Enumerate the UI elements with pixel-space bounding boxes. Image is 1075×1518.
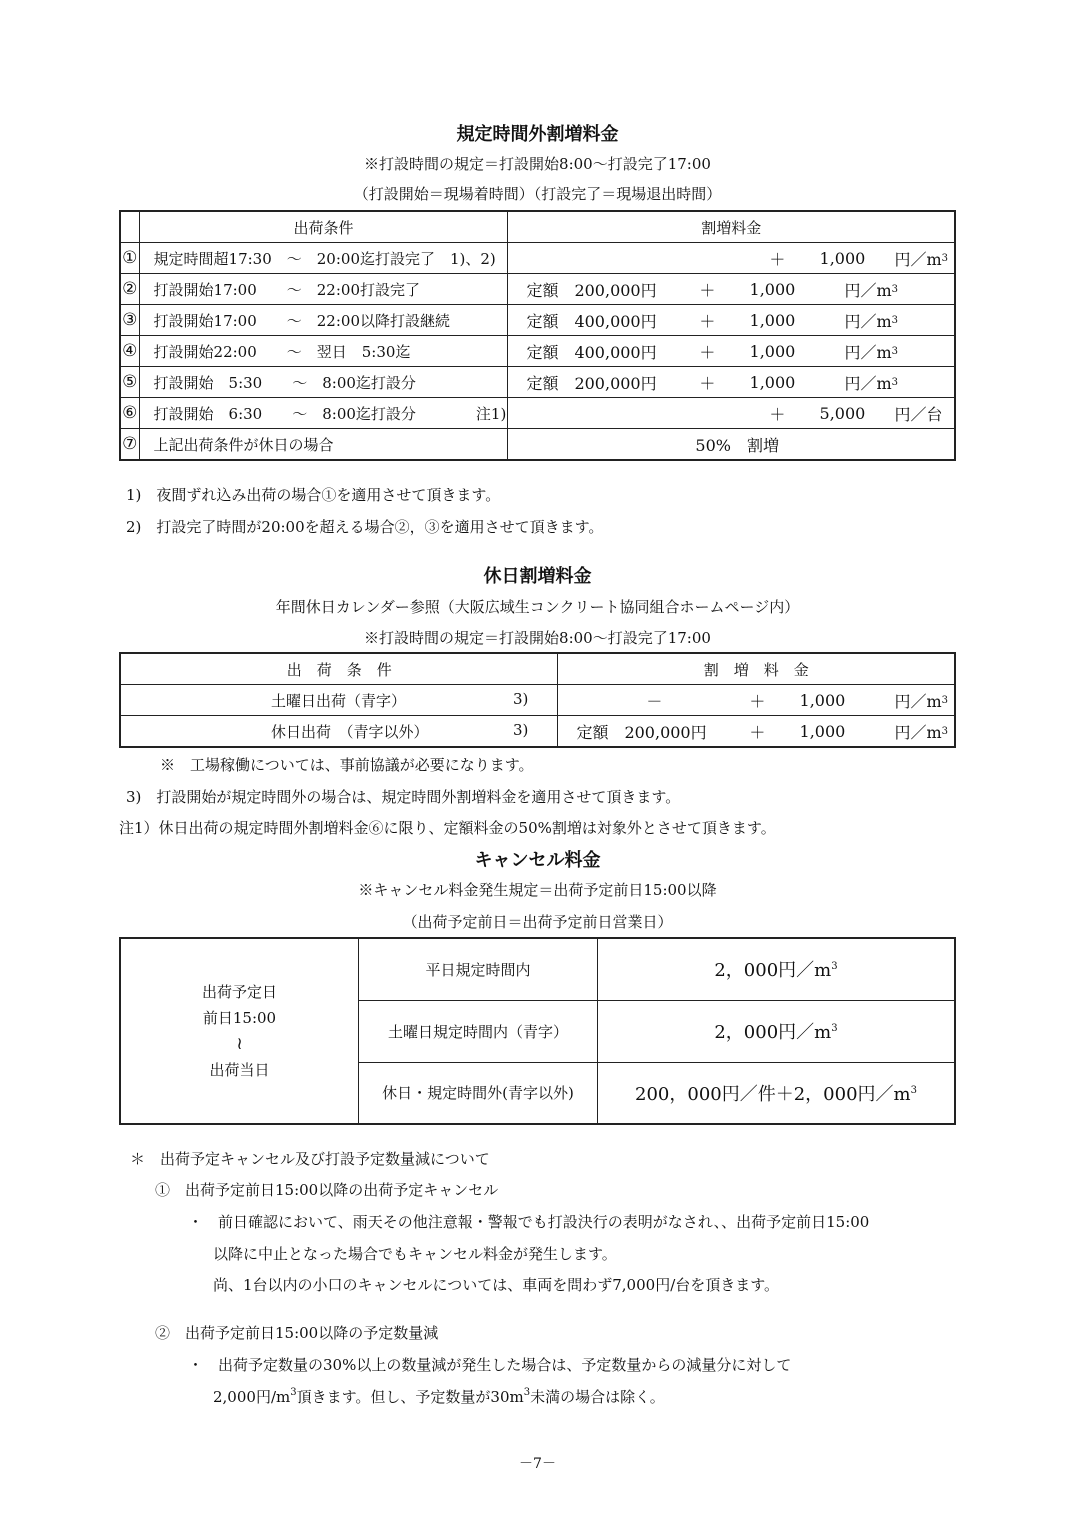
surcharge-amount: 1,000: [749, 372, 796, 392]
surcharge-line: [526, 433, 948, 456]
section2-subtitle: 年間休日カレンダー参照（大阪広域生コンクリート協同組合ホームページ内）: [275, 598, 800, 616]
item2-line2-part: 未満の場合は除く。: [530, 1388, 665, 1406]
condition-text: 休日出荷 （青字以外）: [271, 722, 429, 741]
header-surcharge: 割増料金: [508, 211, 955, 243]
row-surcharge: [508, 429, 955, 461]
item1-line3: 尚、1台以内の小口のキャンセルについては、車両を問わず7,000円/台を頂きます。: [213, 1276, 780, 1294]
unit-exponent: 3: [941, 725, 948, 737]
unit-exponent: 3: [891, 345, 898, 357]
surcharge-line: [526, 402, 948, 425]
surcharge-amount: 1,000: [799, 690, 846, 710]
surcharge-amount: 1,000: [819, 248, 866, 268]
section1-subtitle-2: （打設開始＝現場着時間）（打設完了＝現場退出時間）: [353, 185, 722, 203]
plus-sign: ＋: [769, 249, 786, 269]
reference-mark: 3): [513, 689, 529, 708]
unit-label: 円／m: [894, 691, 942, 711]
row-condition: 打設開始 6:30 ～ 8:00迄打設分 注1): [139, 398, 508, 429]
unit-exponent: 3: [891, 314, 898, 326]
cancel-fee: [598, 1000, 956, 1062]
row-condition: 打設開始22:00 ～ 翌日 5:30迄: [139, 336, 508, 367]
tilde-icon: ≀: [236, 1034, 243, 1054]
row-number: ③: [120, 305, 139, 336]
table-row: [120, 336, 955, 367]
item2-line2-part: 頂きます。但し、予定数量が30m: [296, 1388, 524, 1406]
row-surcharge: [508, 398, 955, 429]
table-row: [120, 685, 955, 716]
item1-heading: ① 出荷予定前日15:00以降の出荷予定キャンセル: [155, 1181, 499, 1199]
cancel-fee-exp: 3: [831, 961, 838, 973]
item2-heading: ② 出荷予定前日15:00以降の予定数量減: [155, 1324, 439, 1342]
fixed-amount: 定額 200,000円: [526, 280, 657, 300]
fixed-amount: 定額 400,000円: [526, 311, 657, 331]
item1-line1: ・ 前日確認において、雨天その他注意報・警報でも打設決行の表明がなされ、、出荷予定前日15:00: [188, 1213, 870, 1231]
row-number: ①: [120, 243, 139, 274]
row-number: ⑦: [120, 429, 139, 461]
plus-sign: ＋: [769, 404, 786, 424]
header-shipping-condition: 出 荷 条 件: [120, 653, 558, 685]
row-surcharge: [508, 243, 955, 274]
surcharge-line: [526, 340, 948, 363]
row-number: ④: [120, 336, 139, 367]
cancellation-period-cell: [120, 938, 359, 1124]
item2-line1: ・ 出荷予定数量の30%以上の数量減が発生した場合は、予定数量からの減量分に対して: [188, 1356, 792, 1374]
row-surcharge: [508, 367, 955, 398]
superscript-3: 3: [523, 1387, 531, 1398]
condition-line: [271, 721, 557, 742]
row-surcharge: [508, 274, 955, 305]
surcharge-amount: 1,000: [749, 279, 796, 299]
fixed-amount: －: [646, 691, 663, 711]
cancel-fee: [598, 938, 956, 1000]
cancellation-heading: ＊ 出荷予定キャンセル及び打設予定数量減について: [130, 1150, 490, 1168]
unit-label: 円／m: [844, 342, 892, 362]
period-line: 前日15:00: [202, 1009, 277, 1027]
unit-exponent: 3: [891, 376, 898, 388]
row-condition: 上記出荷条件が休日の場合: [139, 429, 508, 461]
unit-label: 円／m: [894, 249, 942, 269]
row-number: ②: [120, 274, 139, 305]
note-2: 2) 打設完了時間が20:00を超える場合②，③を適用させて頂きます。: [126, 518, 604, 536]
plus-sign: ＋: [749, 722, 766, 742]
surcharge-line: [526, 309, 948, 332]
section3-title: キャンセル料金: [474, 850, 601, 871]
row-condition: 規定時間超17:30 ～ 20:00迄打設完了 1)、2): [139, 243, 508, 274]
cancellation-fee-table: [119, 937, 956, 1125]
plus-sign: ＋: [749, 691, 766, 711]
cancel-fee-text: 200，000円／件＋2，000円／m: [635, 1083, 911, 1105]
row-number: ⑥: [120, 398, 139, 429]
period-line: 出荷当日: [209, 1061, 270, 1079]
surcharge-line: [526, 371, 948, 394]
plus-sign: ＋: [699, 280, 716, 300]
surcharge-line: [526, 278, 948, 301]
section2-title: 休日割増料金: [483, 566, 592, 587]
header-shipping-condition: 出荷条件: [139, 211, 508, 243]
item2-line2-part: 2,000円/m: [213, 1388, 291, 1406]
unit-label: 円／m: [894, 722, 942, 742]
plus-sign: ＋: [699, 342, 716, 362]
row-number: ⑤: [120, 367, 139, 398]
table-row: [120, 305, 955, 336]
unit-exponent: 3: [941, 252, 948, 264]
fixed-amount: 定額 200,000円: [576, 722, 707, 742]
table-row: [120, 429, 955, 461]
table-row: [120, 716, 955, 748]
section2-subtitle-2: ※打設時間の規定＝打設開始8:00～打設完了17:00: [364, 629, 711, 647]
table-row: [120, 398, 955, 429]
table-corner-cell: [120, 211, 139, 243]
unit-exponent: 3: [891, 283, 898, 295]
cancel-condition: 土曜日規定時間内（青字）: [359, 1000, 598, 1062]
row-surcharge: [508, 305, 955, 336]
unit-label: 円／m: [844, 311, 892, 331]
row-surcharge: [558, 685, 955, 716]
surcharge-amount: 5,000: [819, 403, 866, 423]
plus-sign: ＋: [699, 311, 716, 331]
note-3: 3) 打設開始が規定時間外の場合は、規定時間外割増料金を適用させて頂きます。: [126, 788, 681, 806]
condition-line: [271, 690, 557, 711]
note-factory-operation: ※ 工場稼働については、事前協議が必要になります。: [160, 756, 534, 774]
row-condition: 打設開始 5:30 ～ 8:00迄打設分: [139, 367, 508, 398]
cancel-fee-exp: 3: [831, 1023, 838, 1034]
fixed-amount: 定額 400,000円: [526, 342, 657, 362]
section1-subtitle: ※打設時間の規定＝打設開始8:00～打設完了17:00: [364, 155, 711, 173]
surcharge-line: [576, 720, 948, 743]
cancel-fee-exp: 3: [910, 1084, 917, 1096]
note-annotation-1: 注1）休日出荷の規定時間外割増料金⑥に限り、定額料金の50%割増は対象外とさせて頂きます。: [119, 819, 776, 837]
cancel-fee-text: 2，000円／m: [714, 1022, 832, 1043]
row-condition: [120, 716, 558, 748]
cancel-condition: 平日規定時間内: [359, 938, 598, 1000]
fixed-amount: 定額 200,000円: [526, 373, 657, 393]
overtime-fee-table: [119, 210, 956, 461]
surcharge-line: [576, 689, 948, 712]
holiday-fee-table: [119, 652, 956, 748]
reference-mark: 3): [513, 720, 529, 739]
table-row: [120, 243, 955, 274]
unit-exponent: 3: [941, 694, 948, 706]
row-condition: 打設開始17:00 ～ 22:00以降打設継続: [139, 305, 508, 336]
section1-title: 規定時間外割増料金: [456, 124, 619, 145]
condition-text: 土曜日出荷（青字）: [271, 691, 407, 710]
unit-label: 円／m: [844, 280, 892, 300]
superscript-3: 3: [290, 1387, 297, 1398]
row-condition: 打設開始17:00 ～ 22:00打設完了: [139, 274, 508, 305]
cancel-fee: [598, 1062, 956, 1124]
page-number: －7－: [519, 1456, 556, 1472]
row-surcharge: [558, 716, 955, 748]
item1-line2: 以降に中止となった場合でもキャンセル料金が発生します。: [213, 1245, 617, 1263]
item2-line2: [213, 1386, 665, 1407]
unit-label: 円／m: [844, 373, 892, 393]
section3-subtitle: ※キャンセル料金発生規定＝出荷予定前日15:00以降: [358, 881, 717, 899]
header-surcharge: 割 増 料 金: [558, 653, 955, 685]
table-row: [120, 367, 955, 398]
cancel-fee-text: 2，000円／m: [714, 960, 832, 982]
unit-label: 円／台: [894, 404, 943, 424]
surcharge-amount: 1,000: [749, 310, 796, 330]
surcharge-amount: 1,000: [749, 341, 796, 361]
row-condition: [120, 685, 558, 716]
note-1: 1) 夜間ずれ込み出荷の場合①を適用させて頂きます。: [126, 486, 501, 504]
row-surcharge: [508, 336, 955, 367]
surcharge-amount: 50% 割増: [695, 435, 779, 455]
period-line: 出荷予定日: [201, 983, 277, 1001]
section3-subtitle-2: （出荷予定前日＝出荷予定前日営業日）: [402, 913, 673, 931]
cancel-condition: 休日・規定時間外(青字以外): [359, 1062, 598, 1124]
table-row: [120, 274, 955, 305]
plus-sign: ＋: [699, 373, 716, 393]
surcharge-line: [526, 247, 948, 270]
surcharge-amount: 1,000: [799, 721, 846, 741]
